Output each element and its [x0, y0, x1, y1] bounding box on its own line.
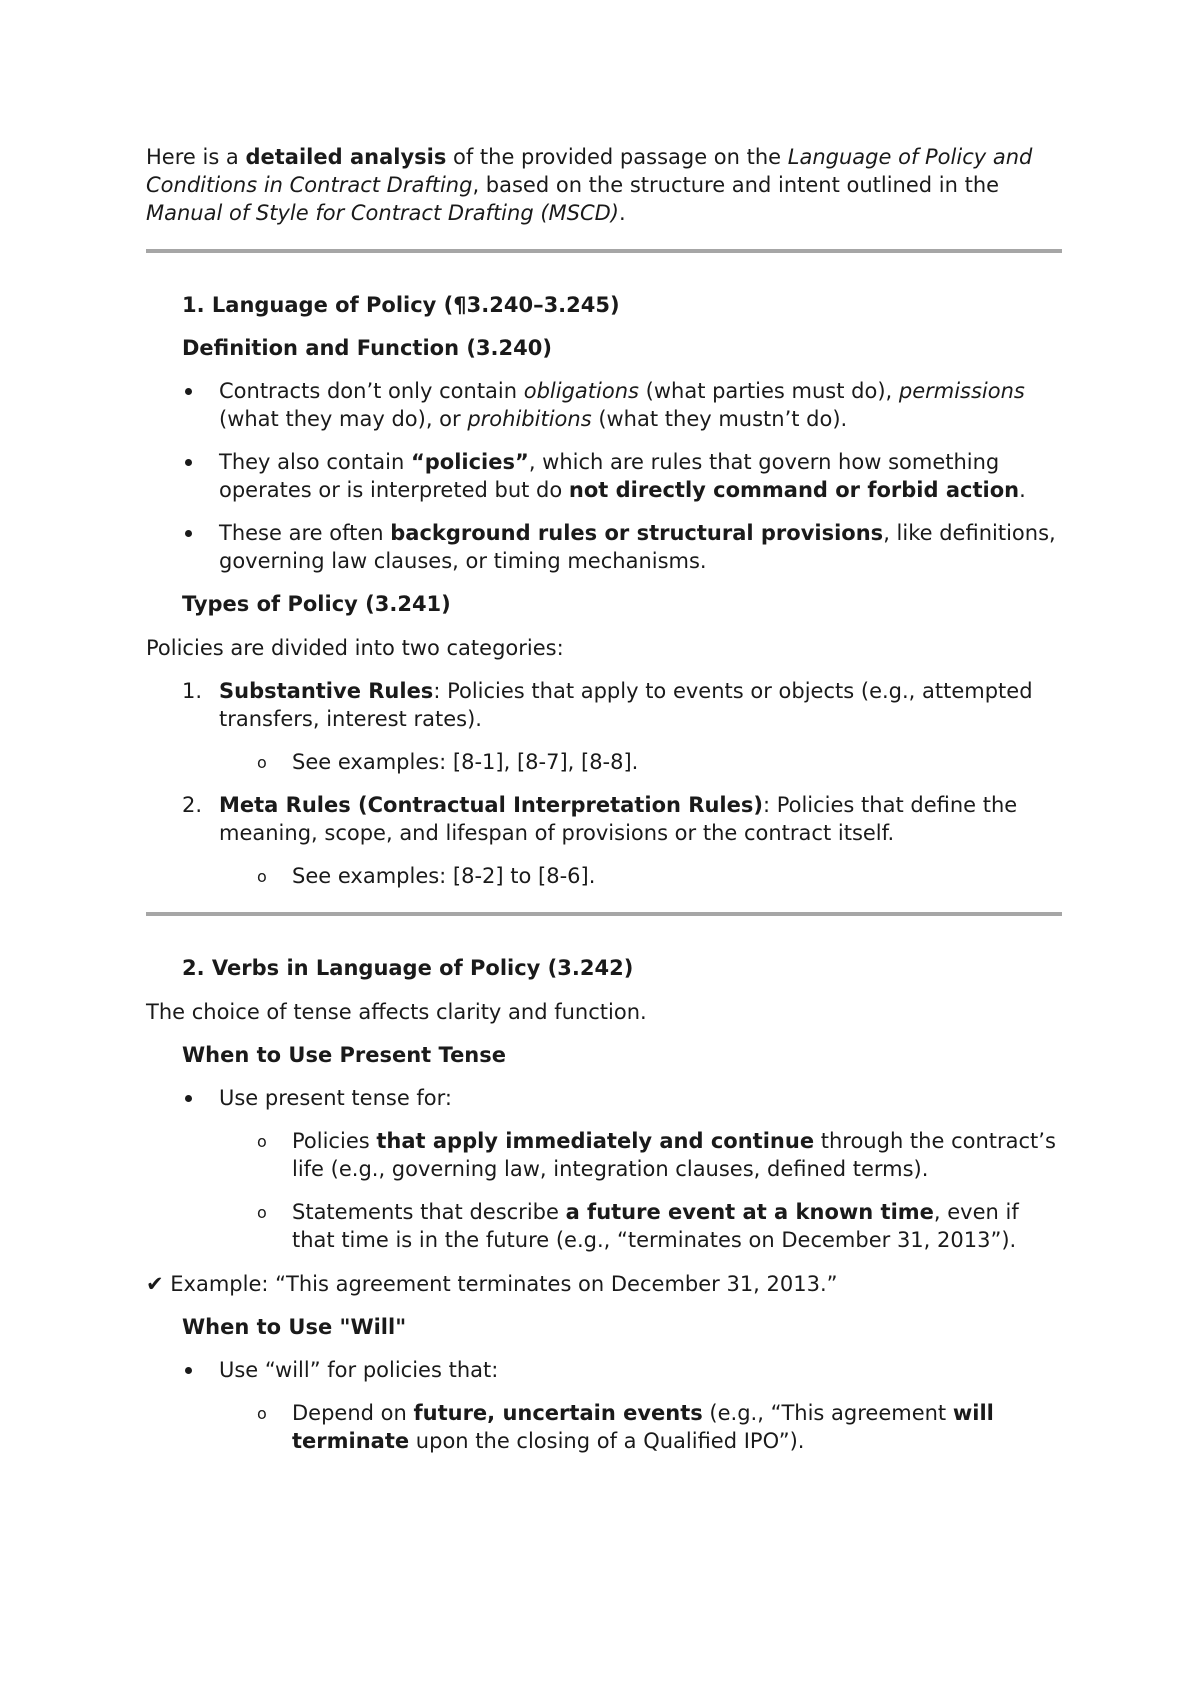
circle-bullet-icon: o: [257, 867, 267, 886]
circle-bullet-icon: o: [257, 1132, 267, 1151]
list-item: These are often background rules or structural provisions, like definitions, governing law clauses, or timing mechanisms.: [146, 519, 1066, 575]
bullet-icon: [185, 459, 192, 466]
intro-paragraph: Here is a detailed analysis of the provided passage on the Language of Policy and Conditions in Contract Drafting, based on the structure and intent outlined in the Manual of Style for Contract Drafting (MSCD).: [146, 145, 1033, 225]
bullet-icon: [185, 530, 192, 537]
definition-heading: Definition and Function (3.240): [182, 336, 552, 360]
list-item: 1. Substantive Rules: Policies that apply to events or objects (e.g., attempted transfers, interest rates).: [182, 679, 1033, 731]
section-2-title: 2. Verbs in Language of Policy (3.242): [182, 956, 634, 980]
circle-bullet-icon: o: [257, 1203, 267, 1222]
example-line: ✔ Example: “This agreement terminates on December 31, 2013.”: [146, 1272, 838, 1296]
bullet-icon: [185, 1367, 192, 1374]
type2-sublist: [146, 862, 1066, 890]
definition-bullet-list: [146, 377, 1066, 575]
circle-bullet-icon: o: [257, 1404, 267, 1423]
document-page: [146, 143, 1066, 1455]
types-heading: Types of Policy (3.241): [182, 592, 451, 616]
list-item: o Statements that describe a future event at a known time, even if that time is in the future (e.g., “terminates on December 31, 2013”).: [257, 1200, 1019, 1252]
list-item: o Policies that apply immediately and continue through the contract’s life (e.g., governing law, integration clauses, defined terms).: [257, 1129, 1056, 1181]
section-2-intro: The choice of tense affects clarity and function.: [146, 1000, 647, 1024]
bullet-icon: [185, 388, 192, 395]
list-item: o See examples: [8-1], [8-7], [8-8].: [146, 748, 1066, 776]
list-item: Use “will” for policies that:: [146, 1356, 1066, 1384]
horizontal-rule: [146, 912, 1062, 916]
list-item: o Depend on future, uncertain events (e.g., “This agreement will terminate upon the closing of a Qualified IPO”).: [257, 1401, 994, 1453]
present-tense-list: [146, 1084, 1066, 1112]
circle-bullet-icon: o: [257, 753, 267, 772]
types-numbered-list: [146, 677, 1066, 733]
will-sublist: [146, 1399, 1066, 1455]
list-item: 2. Meta Rules (Contractual Interpretation Rules): Policies that define the meaning, scope, and lifespan of provisions or the contract itself.: [182, 793, 1018, 845]
list-item: They also contain “policies”, which are rules that govern how something operates or is interpreted but do not directly command or forbid action.: [146, 448, 1066, 504]
types-intro: Policies are divided into two categories:: [146, 636, 564, 660]
horizontal-rule: [146, 249, 1062, 253]
list-item: Use present tense for:: [146, 1084, 1066, 1112]
section-1-title: 1. Language of Policy (¶3.240–3.245): [182, 293, 620, 317]
list-item: o See examples: [8-2] to [8-6].: [146, 862, 1066, 890]
types-numbered-list-cont: [146, 791, 1066, 847]
present-tense-heading: When to Use Present Tense: [182, 1043, 507, 1067]
present-tense-sublist: [146, 1127, 1066, 1254]
will-list: [146, 1356, 1066, 1384]
list-item: Contracts don’t only contain obligations (what parties must do), permissions (what they may do), or prohibitions (what they mustn’t do).: [146, 377, 1066, 433]
will-heading: When to Use "Will": [182, 1315, 407, 1339]
bullet-icon: [185, 1095, 192, 1102]
type1-sublist: [146, 748, 1066, 776]
